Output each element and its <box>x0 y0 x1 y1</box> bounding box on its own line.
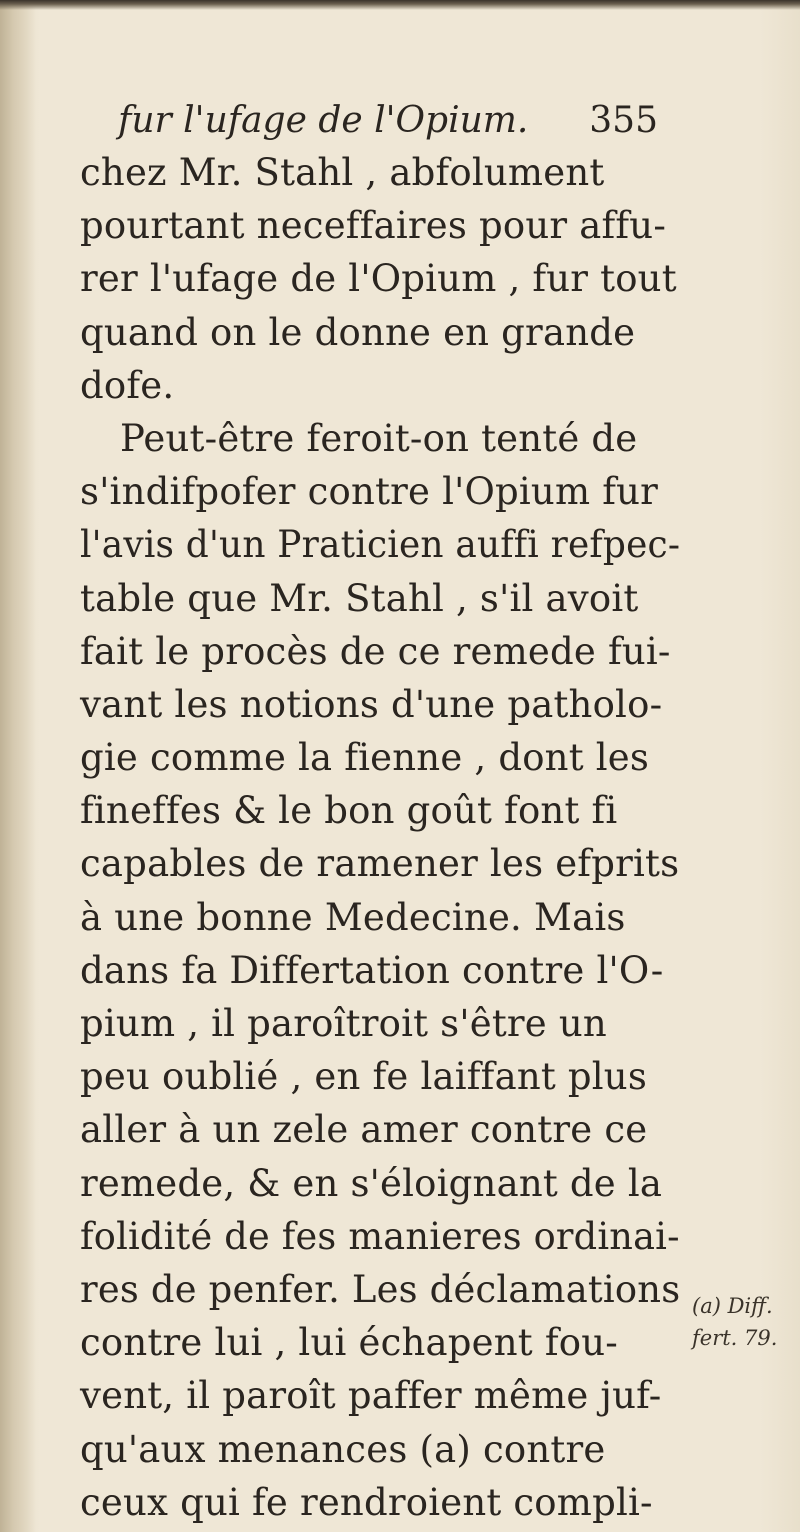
text-line: l'avis d'un Praticien auffi refpec- <box>80 523 681 567</box>
text-line: qu'aux menances (a) contre <box>80 1427 606 1471</box>
footnote-line-2: fert. 79. <box>692 1326 778 1350</box>
text-line: contre lui , lui échapent fou- <box>80 1321 618 1365</box>
text-line: res de penfer. Les déclamations <box>80 1267 681 1311</box>
text-line: chez Mr. Stahl , abfolument <box>80 151 605 194</box>
footnote-line-1: (a) Diff. <box>692 1294 773 1318</box>
running-head-title: fur l'ufage de l'Opium. <box>118 100 529 141</box>
text-line: fineffes & le bon goût font fi <box>80 789 618 833</box>
text-line: à une bonne Medecine. Mais <box>80 895 626 939</box>
text-line: vant les notions d'une patholo- <box>80 682 663 726</box>
text-line: vent, il paroît paffer même juf- <box>80 1374 662 1418</box>
text-line: folidité de fes manieres ordinai- <box>80 1214 680 1258</box>
text-line: aller à un zele amer contre ce <box>80 1108 648 1152</box>
text-line: Peut-être feroit-on tenté de <box>120 416 638 460</box>
text-line: dofe. <box>80 363 175 407</box>
binding-gutter <box>0 0 36 1532</box>
margin-footnote <box>692 1290 800 1354</box>
text-line: pium , il paroîtroit s'être un <box>80 1002 607 1045</box>
text-line: fait le procès de ce remede fui- <box>80 629 671 673</box>
text-line: peu oublié , en fe laiffant plus <box>80 1055 648 1099</box>
text-line: table que Mr. Stahl , s'il avoit <box>80 576 639 620</box>
text-line: quand on le donne en grande <box>80 310 636 354</box>
text-line: s'indifpofer contre l'Opium fur <box>80 470 659 514</box>
text-line: remede, & en s'éloignant de la <box>80 1161 663 1205</box>
text-line: gie comme la fienne , dont les <box>80 736 650 780</box>
text-line: dans fa Differtation contre l'O- <box>80 948 664 992</box>
text-line: pourtant neceffaires pour affu- <box>80 204 667 248</box>
page-top-edge <box>0 0 800 10</box>
body-text <box>80 146 680 1529</box>
text-line: rer l'ufage de l'Opium , fur tout <box>80 257 677 301</box>
page-number: 355 <box>589 100 658 141</box>
text-line: ceux qui fe rendroient compli- <box>80 1480 653 1524</box>
text-line: capables de ramener les efprits <box>80 842 680 886</box>
